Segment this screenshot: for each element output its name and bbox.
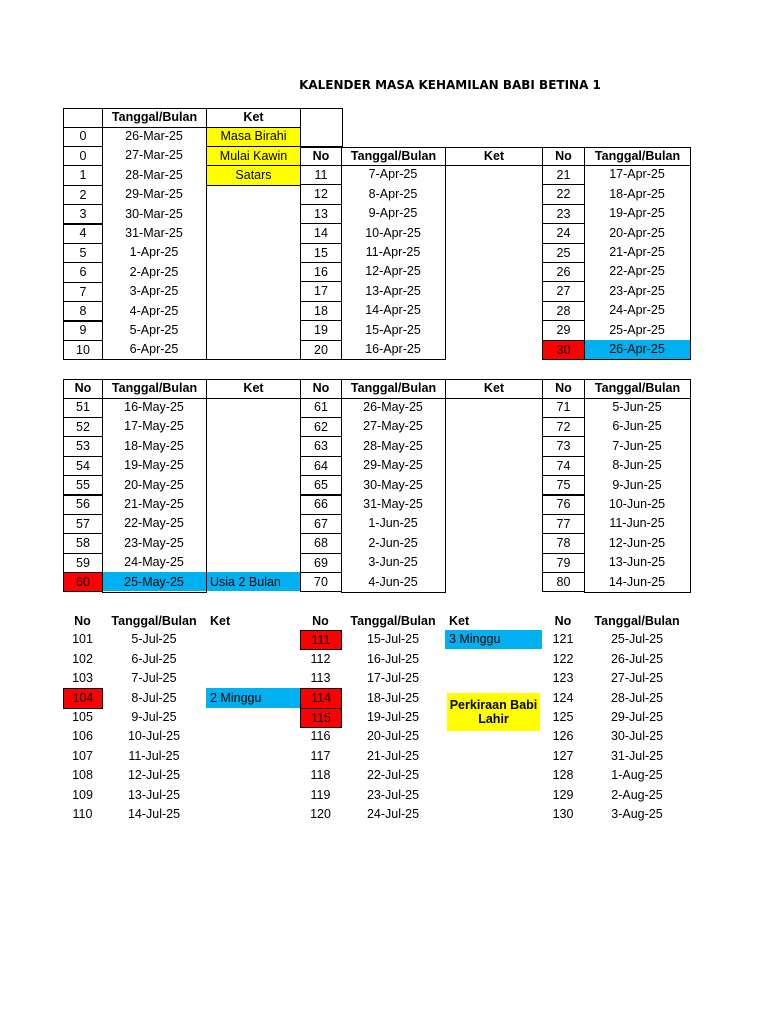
row-no: 107 <box>72 748 93 763</box>
row-no: 76 <box>542 495 585 515</box>
row-no: 0 <box>63 146 103 166</box>
row-no: 7 <box>63 282 103 302</box>
row-date: 17-Jul-25 <box>366 671 420 686</box>
row-no: 52 <box>63 417 103 437</box>
row-date: 25-Apr-25 <box>609 322 665 337</box>
row-date: 9-Jul-25 <box>131 710 177 725</box>
header-ket: Ket <box>445 147 543 167</box>
row-no: 12 <box>300 184 342 204</box>
row-no: 20 <box>300 340 342 360</box>
row-no: 25 <box>542 243 585 263</box>
row-date: 6-Apr-25 <box>129 342 179 357</box>
row-no: 28 <box>542 301 585 321</box>
row-no: 104 <box>63 688 103 708</box>
row-no: 64 <box>300 456 342 476</box>
row-no: 111 <box>300 630 342 650</box>
row-no: 26 <box>542 262 585 282</box>
row-no: 108 <box>72 768 93 783</box>
row-date: 29-Jul-25 <box>610 710 664 725</box>
row-date: 27-May-25 <box>363 419 423 434</box>
row-no: 112 <box>310 651 331 666</box>
row-date: 13-Jul-25 <box>127 787 181 802</box>
row-no: 123 <box>552 671 574 686</box>
row-no: 109 <box>72 787 93 802</box>
row-date: 8-Jun-25 <box>612 458 662 473</box>
row-date: 7-Jul-25 <box>131 671 177 686</box>
row-no: 30 <box>542 340 585 360</box>
header-date: Tanggal/Bulan <box>341 379 446 399</box>
row-no: 129 <box>552 787 574 802</box>
header-date: Tanggal/Bulan <box>102 108 207 128</box>
row-no: 15 <box>300 243 342 263</box>
row-no: 60 <box>63 572 103 592</box>
row-date: 20-Apr-25 <box>609 225 665 240</box>
row-no: 71 <box>542 398 585 418</box>
row-no: 54 <box>63 456 103 476</box>
row-no: 124 <box>552 690 574 705</box>
row-no: 106 <box>72 729 93 744</box>
row-date: 12-Jun-25 <box>608 535 666 550</box>
row-date: 20-May-25 <box>124 477 184 492</box>
row-no: 73 <box>542 436 585 456</box>
row-no: 62 <box>300 417 342 437</box>
row-no: 128 <box>552 768 574 783</box>
row-date: 4-Jun-25 <box>368 574 418 589</box>
row-no: 2 <box>63 185 103 205</box>
row-ket: 3 Minggu <box>445 630 542 649</box>
row-date: 24-Apr-25 <box>609 303 665 318</box>
row-date: 22-May-25 <box>124 516 184 531</box>
header-no: No <box>542 379 585 399</box>
header-no: No <box>554 613 572 628</box>
row-date: 28-Jul-25 <box>610 690 664 705</box>
date-column-frame <box>584 165 691 360</box>
row-date: 17-Apr-25 <box>609 167 665 182</box>
row-no: 75 <box>542 475 585 495</box>
row-no: 101 <box>72 632 93 647</box>
row-date: 24-Jul-25 <box>366 807 420 822</box>
row-date: 15-Jul-25 <box>366 632 420 647</box>
row-no: 5 <box>63 243 103 263</box>
row-no: 127 <box>552 748 574 763</box>
row-no: 56 <box>63 495 103 515</box>
row-date: 16-Jul-25 <box>366 651 420 666</box>
header-ket: Ket <box>445 379 543 399</box>
row-date: 27-Jul-25 <box>610 671 664 686</box>
row-no: 105 <box>72 710 93 725</box>
row-date: 2-Apr-25 <box>129 264 179 279</box>
row-date: 18-Apr-25 <box>609 186 665 201</box>
row-no: 59 <box>63 553 103 573</box>
row-no: 14 <box>300 223 342 243</box>
header-ket: Ket <box>206 108 301 128</box>
row-date: 5-Apr-25 <box>129 322 179 337</box>
row-no: 66 <box>300 495 342 515</box>
row-no: 67 <box>300 514 342 534</box>
row-no: 102 <box>72 651 93 666</box>
row-date: 31-May-25 <box>363 496 423 511</box>
row-date: 30-Mar-25 <box>125 206 183 221</box>
row-ket: Mulai Kawin <box>206 146 301 166</box>
row-no: 9 <box>63 321 103 341</box>
row-date: 14-Apr-25 <box>365 303 421 318</box>
row-date: 1-Aug-25 <box>611 768 663 783</box>
row-no: 72 <box>542 417 585 437</box>
row-no: 6 <box>63 262 103 282</box>
row-date: 16-Apr-25 <box>365 342 421 357</box>
row-date: 2-Jun-25 <box>368 535 418 550</box>
row-date: 26-May-25 <box>363 399 423 414</box>
row-no: 29 <box>542 320 585 340</box>
row-no: 23 <box>542 204 585 224</box>
row-date: 11-Apr-25 <box>365 245 421 260</box>
row-date: 18-May-25 <box>124 438 184 453</box>
row-date: 30-May-25 <box>363 477 423 492</box>
row-date: 26-Jul-25 <box>610 651 664 666</box>
row-date: 19-Jul-25 <box>366 710 420 725</box>
row-date: 27-Mar-25 <box>125 148 183 163</box>
row-no: 1 <box>63 165 103 185</box>
row-no: 24 <box>542 223 585 243</box>
row-date: 28-Mar-25 <box>125 167 183 182</box>
row-ket: Masa Birahi <box>206 127 301 147</box>
row-no: 61 <box>300 398 342 418</box>
row-no: 0 <box>63 127 103 147</box>
row-no: 3 <box>63 204 103 224</box>
header-no: No <box>74 613 91 628</box>
row-no: 78 <box>542 533 585 553</box>
row-date: 6-Jul-25 <box>131 651 177 666</box>
header-no: No <box>312 613 329 628</box>
row-date: 13-Apr-25 <box>365 283 421 298</box>
row-no: 117 <box>310 748 331 763</box>
header-date: Tanggal/Bulan <box>350 613 436 628</box>
row-no: 113 <box>310 671 331 686</box>
header-date: Tanggal/Bulan <box>111 613 197 628</box>
row-date: 30-Jul-25 <box>610 729 664 744</box>
row-date: 7-Jun-25 <box>612 438 662 453</box>
row-no: 8 <box>63 301 103 321</box>
row-no: 18 <box>300 301 342 321</box>
row-date: 12-Apr-25 <box>365 264 421 279</box>
row-date: 21-Apr-25 <box>609 245 665 260</box>
row-ket: Satars <box>206 165 301 185</box>
row-date: 25-May-25 <box>102 572 206 591</box>
row-date: 25-Jul-25 <box>610 632 664 647</box>
note-perkiraan: Perkiraan Babi Lahir <box>447 693 540 731</box>
row-date: 20-Jul-25 <box>366 729 420 744</box>
header-date: Tanggal/Bulan <box>584 379 691 399</box>
row-no: 10 <box>63 340 103 360</box>
row-date: 8-Jul-25 <box>131 690 177 705</box>
header-ket: Ket <box>449 613 470 628</box>
row-no: 122 <box>552 651 574 666</box>
row-date: 1-Apr-25 <box>129 245 179 260</box>
row-date: 13-Jun-25 <box>608 555 666 570</box>
row-no: 69 <box>300 553 342 573</box>
row-date: 14-Jun-25 <box>608 574 666 589</box>
row-no: 22 <box>542 184 585 204</box>
row-date: 8-Apr-25 <box>368 186 418 201</box>
row-date: 3-Jun-25 <box>368 555 418 570</box>
row-ket: 2 Minggu <box>206 688 300 707</box>
row-no: 115 <box>300 708 342 728</box>
header-no: No <box>542 147 585 167</box>
row-date: 31-Mar-25 <box>125 225 183 240</box>
header-no <box>63 108 103 128</box>
row-date: 10-Jul-25 <box>127 729 181 744</box>
row-date: 5-Jun-25 <box>612 399 662 414</box>
row-no: 119 <box>310 787 331 802</box>
row-no: 4 <box>63 224 103 244</box>
row-date: 23-Apr-25 <box>609 283 665 298</box>
row-date: 5-Jul-25 <box>131 632 177 647</box>
row-date: 3-Aug-25 <box>611 807 663 822</box>
row-date: 7-Apr-25 <box>368 167 418 182</box>
row-date: 28-May-25 <box>363 438 423 453</box>
date-column-frame <box>102 127 207 361</box>
row-date: 26-Apr-25 <box>584 340 690 359</box>
row-no: 55 <box>63 475 103 495</box>
header-date: Tanggal/Bulan <box>584 147 691 167</box>
row-no: 21 <box>542 165 585 185</box>
row-date: 1-Jun-25 <box>368 516 418 531</box>
row-date: 23-May-25 <box>124 535 184 550</box>
row-date: 15-Apr-25 <box>365 322 421 337</box>
row-no: 74 <box>542 456 585 476</box>
header-ket: Ket <box>206 379 301 399</box>
date-column-frame <box>102 398 207 593</box>
row-date: 3-Apr-25 <box>129 284 179 299</box>
row-no: 27 <box>542 281 585 301</box>
row-no: 125 <box>552 710 574 725</box>
empty-corner-cell <box>300 108 343 147</box>
row-date: 10-Jun-25 <box>608 496 666 511</box>
row-no: 116 <box>310 729 331 744</box>
row-date: 22-Apr-25 <box>609 264 665 279</box>
row-date: 9-Apr-25 <box>368 206 418 221</box>
row-date: 2-Aug-25 <box>611 787 663 802</box>
row-date: 12-Jul-25 <box>127 768 181 783</box>
row-no: 53 <box>63 436 103 456</box>
header-ket: Ket <box>210 613 231 628</box>
row-no: 58 <box>63 533 103 553</box>
row-date: 24-May-25 <box>124 555 184 570</box>
row-no: 57 <box>63 514 103 534</box>
row-no: 118 <box>310 768 331 783</box>
header-no: No <box>63 379 103 399</box>
row-no: 13 <box>300 204 342 224</box>
page-title: KALENDER MASA KEHAMILAN BABI BETINA 1 <box>299 78 601 92</box>
row-no: 114 <box>300 688 342 708</box>
row-no: 68 <box>300 533 342 553</box>
row-date: 11-Jun-25 <box>609 516 665 531</box>
row-date: 22-Jul-25 <box>366 768 420 783</box>
row-no: 11 <box>300 165 342 185</box>
row-date: 19-Apr-25 <box>609 206 665 221</box>
row-no: 120 <box>310 807 331 822</box>
header-no: No <box>300 379 342 399</box>
row-no: 70 <box>300 572 342 592</box>
row-no: 16 <box>300 262 342 282</box>
row-no: 65 <box>300 475 342 495</box>
row-date: 10-Apr-25 <box>365 225 421 240</box>
header-no: No <box>300 147 342 167</box>
row-date: 21-Jul-25 <box>366 748 420 763</box>
row-date: 21-May-25 <box>124 496 184 511</box>
row-date: 17-May-25 <box>124 419 184 434</box>
row-date: 18-Jul-25 <box>366 690 420 705</box>
header-date: Tanggal/Bulan <box>341 147 446 167</box>
row-date: 9-Jun-25 <box>612 477 662 492</box>
row-date: 16-May-25 <box>124 399 184 414</box>
row-date: 29-May-25 <box>363 458 423 473</box>
row-date: 26-Mar-25 <box>125 128 183 143</box>
row-date: 6-Jun-25 <box>612 419 662 434</box>
row-no: 110 <box>72 807 93 822</box>
row-no: 130 <box>552 807 574 822</box>
row-date: 31-Jul-25 <box>610 748 664 763</box>
row-date: 29-Mar-25 <box>125 187 183 202</box>
row-no: 103 <box>72 671 93 686</box>
row-no: 63 <box>300 436 342 456</box>
date-column-frame <box>341 398 446 593</box>
row-ket: Usia 2 Bulan <box>206 572 300 591</box>
row-no: 80 <box>542 572 585 592</box>
row-no: 17 <box>300 281 342 301</box>
date-column-frame <box>584 398 691 593</box>
header-date: Tanggal/Bulan <box>594 613 680 628</box>
row-date: 23-Jul-25 <box>366 787 420 802</box>
row-date: 19-May-25 <box>124 458 184 473</box>
header-date: Tanggal/Bulan <box>102 379 207 399</box>
row-no: 126 <box>552 729 574 744</box>
row-date: 11-Jul-25 <box>128 748 180 763</box>
date-column-frame <box>341 165 446 360</box>
row-date: 4-Apr-25 <box>129 303 179 318</box>
ket-column-frame <box>206 127 301 361</box>
row-no: 77 <box>542 514 585 534</box>
row-no: 79 <box>542 553 585 573</box>
row-no: 121 <box>552 632 574 647</box>
row-no: 51 <box>63 398 103 418</box>
row-date: 14-Jul-25 <box>127 807 181 822</box>
row-no: 19 <box>300 320 342 340</box>
